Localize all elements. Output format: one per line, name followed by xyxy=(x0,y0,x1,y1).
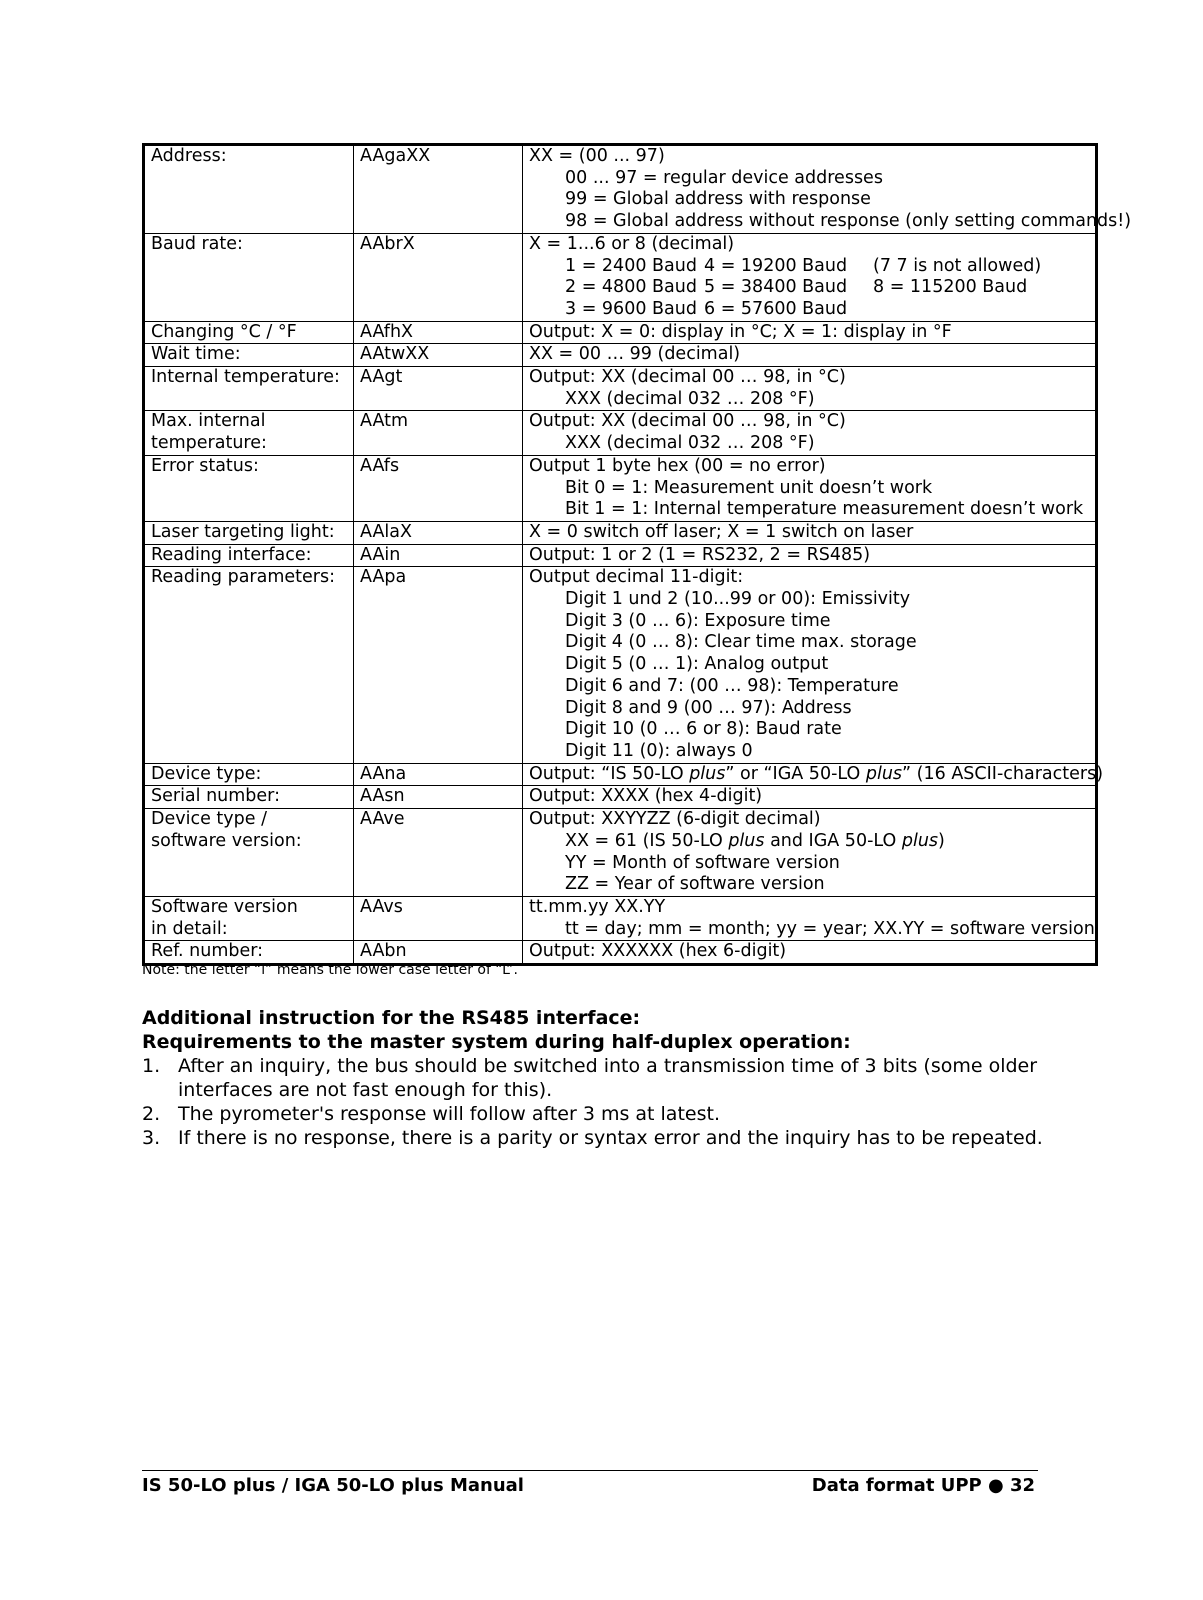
list-item xyxy=(142,1102,1062,1126)
description-line: Bit 1 = 1: Internal temperature measurement doesn’t work xyxy=(565,499,1084,520)
description-line: Bit 0 = 1: Measurement unit doesn’t work xyxy=(565,477,933,498)
parameter-label: Software version xyxy=(151,896,298,917)
command-code: AAgaXX xyxy=(354,145,523,234)
description-cell xyxy=(523,233,1097,321)
plus-emphasis: plus xyxy=(689,763,726,784)
baud-rate-line xyxy=(529,277,1089,299)
description-line: Output: XXYYZZ (6-digit decimal) xyxy=(529,809,821,830)
description-cell xyxy=(523,896,1097,940)
parameter-label: Serial number: xyxy=(151,786,280,807)
command-code: AAna xyxy=(354,763,523,786)
table-row xyxy=(144,455,1097,521)
table-row xyxy=(144,567,1097,763)
command-code: AAbn xyxy=(354,941,523,965)
list-item-text: After an inquiry, the bus should be switched into a transmission time of 3 bits (some older interfaces are not fast enough for this). xyxy=(178,1055,1038,1101)
command-code: AAbrX xyxy=(354,233,523,321)
command-code: AAfs xyxy=(354,455,523,521)
table-row xyxy=(144,941,1097,965)
description-line: YY = Month of software version xyxy=(565,852,840,873)
description-cell xyxy=(523,455,1097,521)
parameter-label: Device type / xyxy=(151,809,267,830)
plus-emphasis: plus xyxy=(865,763,903,784)
command-code: AAin xyxy=(354,544,523,567)
description-line: Output: 1 or 2 (1 = RS232, 2 = RS485) xyxy=(529,544,871,565)
parameter-label: Address: xyxy=(151,146,227,166)
description-cell xyxy=(523,321,1097,344)
description-cell xyxy=(523,367,1097,411)
table-row xyxy=(144,367,1097,411)
parameter-cell xyxy=(144,544,354,567)
table-row xyxy=(144,321,1097,344)
description-line: XXX (decimal 032 … 208 °F) xyxy=(565,388,815,409)
description-line: tt = day; mm = month; yy = year; XX.YY = software version xyxy=(565,918,1095,939)
parameter-label: software version: xyxy=(151,830,302,851)
parameter-cell xyxy=(144,786,354,809)
command-code: AAve xyxy=(354,809,523,897)
description-line: XX = 61 (IS 50-LO plus and IGA 50-LO plus) xyxy=(565,830,945,851)
description-line: X = 1...6 or 8 (decimal) xyxy=(529,233,735,254)
table-row xyxy=(144,763,1097,786)
description-cell xyxy=(523,941,1097,965)
parameter-label: Laser targeting light: xyxy=(151,521,335,542)
description-line: Digit 10 (0 … 6 or 8): Baud rate xyxy=(565,719,842,740)
command-code: AAfhX xyxy=(354,321,523,344)
parameter-cell xyxy=(144,344,354,367)
description-cell xyxy=(523,544,1097,567)
list-item-number: 2. xyxy=(142,1103,161,1125)
command-code: AAtwXX xyxy=(354,344,523,367)
description-line: Digit 6 and 7: (00 … 98): Temperature xyxy=(565,675,899,696)
baud-rate-option: 1 = 2400 Baud xyxy=(565,255,697,276)
baud-rate-line xyxy=(529,299,1089,321)
table-row xyxy=(144,896,1097,940)
parameter-label: Reading parameters: xyxy=(151,567,335,588)
command-code: AApa xyxy=(354,567,523,763)
baud-rate-option: 5 = 38400 Baud xyxy=(704,277,848,298)
description-line: 98 = Global address without response (only setting commands!) xyxy=(565,211,1132,232)
parameter-label: Error status: xyxy=(151,455,259,476)
parameter-cell xyxy=(144,809,354,897)
description-line: Digit 5 (0 … 1): Analog output xyxy=(565,654,829,675)
table-note: Note: the letter “l” means the lower case letter of “L”. xyxy=(142,962,519,978)
description-line: 00 ... 97 = regular device addresses xyxy=(565,167,883,188)
parameter-label: Baud rate: xyxy=(151,233,243,254)
footer-section-page: Data format UPP ● 32 xyxy=(811,1475,1035,1496)
command-code: AAtm xyxy=(354,411,523,455)
description-cell xyxy=(523,344,1097,367)
description-line: Output: XX (decimal 00 … 98, in °C) xyxy=(529,367,846,388)
description-line: Digit 11 (0): always 0 xyxy=(565,740,753,761)
description-cell xyxy=(523,411,1097,455)
parameter-cell xyxy=(144,367,354,411)
parameter-cell xyxy=(144,411,354,455)
description-line: ZZ = Year of software version xyxy=(565,874,825,895)
description-line: tt.mm.yy XX.YY xyxy=(529,896,666,917)
description-line: Output 1 byte hex (00 = no error) xyxy=(529,455,826,476)
half-duplex-heading: Requirements to the master system during half-duplex operation: xyxy=(142,1031,851,1053)
description-line: X = 0 switch off laser; X = 1 switch on laser xyxy=(529,521,914,542)
parameter-cell xyxy=(144,145,354,234)
description-cell xyxy=(523,521,1097,544)
table-row xyxy=(144,233,1097,321)
parameter-cell xyxy=(144,321,354,344)
table-row xyxy=(144,145,1097,234)
description-line: Output: X = 0: display in °C; X = 1: display in °F xyxy=(529,321,952,342)
baud-rate-option: 6 = 57600 Baud xyxy=(704,298,848,319)
plus-emphasis: plus xyxy=(901,830,939,851)
parameter-label: Reading interface: xyxy=(151,544,312,565)
table-row xyxy=(144,411,1097,455)
description-line: Output: XXXX (hex 4-digit) xyxy=(529,786,763,807)
command-code: AAvs xyxy=(354,896,523,940)
parameter-cell xyxy=(144,567,354,763)
description-line: Digit 8 and 9 (00 … 97): Address xyxy=(565,697,852,718)
description-line: Output: XXXXXX (hex 6-digit) xyxy=(529,941,787,962)
baud-rate-option: 3 = 9600 Baud xyxy=(565,298,697,319)
parameter-cell xyxy=(144,521,354,544)
parameter-label: Device type: xyxy=(151,763,262,784)
description-line: Digit 3 (0 … 6): Exposure time xyxy=(565,610,831,631)
list-item-text: The pyrometer's response will follow after 3 ms at latest. xyxy=(178,1103,720,1125)
list-item-number: 1. xyxy=(142,1055,161,1077)
description-cell xyxy=(523,763,1104,786)
table-row xyxy=(144,344,1097,367)
table-row xyxy=(144,786,1097,809)
list-item-text: If there is no response, there is a parity or syntax error and the inquiry has to be repeated. xyxy=(178,1127,1043,1149)
command-table-body xyxy=(144,145,1132,965)
description-line: Digit 4 (0 … 8): Clear time max. storage xyxy=(565,632,917,653)
footer-rule xyxy=(142,1470,1038,1471)
parameter-cell xyxy=(144,941,354,965)
baud-rate-option: 8 = 115200 Baud xyxy=(873,277,1028,298)
description-line: XX = (00 ... 97) xyxy=(529,146,665,166)
list-item-number: 3. xyxy=(142,1127,161,1149)
description-cell xyxy=(523,786,1097,809)
parameter-label: Max. internal xyxy=(151,411,266,432)
description-line: 99 = Global address with response xyxy=(565,189,871,210)
description-line: Output: “IS 50-LO plus” or “IGA 50-LO plus” (16 ASCII-characters) xyxy=(529,763,1104,784)
rs485-section xyxy=(142,1006,1062,1150)
table-row xyxy=(144,521,1097,544)
baud-rate-option: 4 = 19200 Baud xyxy=(704,255,848,276)
description-line: Output: XX (decimal 00 … 98, in °C) xyxy=(529,411,846,432)
rs485-heading: Additional instruction for the RS485 interface: xyxy=(142,1007,641,1029)
footer-manual-title: IS 50-LO plus / IGA 50-LO plus Manual xyxy=(142,1475,524,1496)
parameter-label: Ref. number: xyxy=(151,941,264,962)
baud-rate-line xyxy=(529,256,1089,278)
parameter-cell xyxy=(144,763,354,786)
parameter-cell xyxy=(144,896,354,940)
parameter-label: in detail: xyxy=(151,918,228,939)
description-cell xyxy=(523,567,1097,763)
baud-rate-option: (7 7 is not allowed) xyxy=(873,255,1042,276)
description-line: XX = 00 … 99 (decimal) xyxy=(529,344,741,365)
list-item xyxy=(142,1126,1062,1150)
plus-emphasis: plus xyxy=(728,830,765,851)
command-code: AAgt xyxy=(354,367,523,411)
requirements-list xyxy=(142,1054,1062,1150)
command-code: AAlaX xyxy=(354,521,523,544)
baud-rate-option: 2 = 4800 Baud xyxy=(565,277,697,298)
description-line: XXX (decimal 032 … 208 °F) xyxy=(565,433,815,454)
description-line: Digit 1 und 2 (10...99 or 00): Emissivity xyxy=(565,589,911,610)
list-item xyxy=(142,1054,1062,1102)
parameter-cell xyxy=(144,233,354,321)
command-table xyxy=(142,143,1132,966)
parameter-label: Wait time: xyxy=(151,344,241,365)
description-cell xyxy=(523,809,1097,897)
parameter-label: Changing °C / °F xyxy=(151,321,297,342)
parameter-cell xyxy=(144,455,354,521)
table-row xyxy=(144,809,1097,897)
parameter-label: Internal temperature: xyxy=(151,367,340,388)
command-code: AAsn xyxy=(354,786,523,809)
description-cell xyxy=(523,145,1132,234)
parameter-label: temperature: xyxy=(151,433,267,454)
description-line: Output decimal 11-digit: xyxy=(529,567,744,588)
table-row xyxy=(144,544,1097,567)
